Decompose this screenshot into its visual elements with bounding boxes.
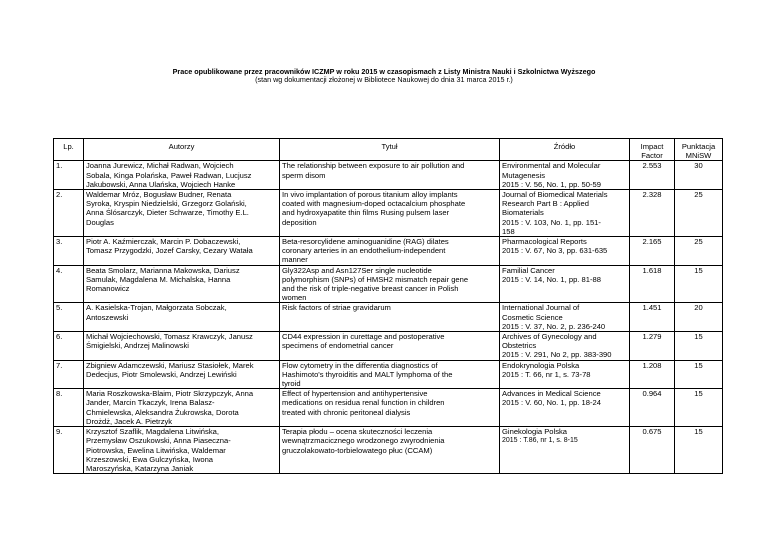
cell-title-line: Gly322Asp and Asn127Ser single nucleotide <box>282 265 432 275</box>
cell-authors-line: Zbigniew Adamczewski, Mariusz Stasiołek, Marek <box>86 360 254 370</box>
cell-source-line: Archives of Gynecology and <box>502 332 597 342</box>
cell-lp: 4. <box>54 265 84 303</box>
table-row <box>54 303 723 332</box>
cell-source <box>500 265 630 303</box>
cell-source-line: 158 <box>502 226 515 236</box>
cell-source-line: Biomaterials <box>502 208 544 218</box>
cell-title <box>280 161 500 190</box>
cell-title-line: deposition <box>282 217 317 227</box>
cell-points: 15 <box>675 332 723 361</box>
cell-authors-line: Maroszyńska, Katarzyna Janiak <box>86 463 194 473</box>
page-title: Prace opublikowane przez pracowników ICZMP w roku 2015 w czasopismach z Listy Ministra Nauki i Szkolnictwa Wyższego <box>172 67 596 76</box>
cell-lp: 9. <box>54 427 84 474</box>
cell-lp: 7. <box>54 360 84 389</box>
cell-source-line: Journal of Biomedical Materials <box>502 190 608 200</box>
cell-title-line: Flow cytometry in the differentia diagnostics of <box>282 360 438 370</box>
cell-lp: 3. <box>54 237 84 266</box>
cell-title-line: medications on residua renal function in children <box>282 398 445 408</box>
cell-title-line: and hydroxyapatite thin films Rusing pulsem laser <box>282 208 450 218</box>
cell-impact-factor: 2.553 <box>630 161 675 190</box>
cell-authors <box>84 360 280 389</box>
cell-source <box>500 427 630 474</box>
cell-points: 15 <box>675 427 723 474</box>
cell-points: 15 <box>675 389 723 427</box>
cell-authors <box>84 389 280 427</box>
page-subtitle: (stan wg dokumentacji złożonej w Bibliotece Naukowej do dnia 31 marca 2015 r.) <box>255 75 513 84</box>
table-row <box>54 360 723 389</box>
cell-source <box>500 389 630 427</box>
cell-impact-factor: 1.618 <box>630 265 675 303</box>
cell-impact-factor: 1.279 <box>630 332 675 361</box>
cell-source-line: 2015 : T. 66, nr 1, s. 73-78 <box>502 369 591 379</box>
cell-authors-line: Antoszewski <box>86 312 129 322</box>
cell-lp: 1. <box>54 161 84 190</box>
cell-authors-line: Piotrowska, Ewelina Litwińska, Waldemar <box>86 445 226 455</box>
cell-impact-factor: 0.964 <box>630 389 675 427</box>
cell-points: 25 <box>675 237 723 266</box>
cell-title-line: The relationship between exposure to air pollution and <box>282 161 465 171</box>
column-header-authors: Autorzy <box>84 139 280 161</box>
cell-title-line: and the risk of triple-negative breast cancer in Polish <box>282 284 459 294</box>
cell-source-line: Advances in Medical Science <box>502 389 601 399</box>
cell-title-line: treated with chronic peritoneal dialysis <box>282 407 411 417</box>
cell-title-line: women <box>282 293 307 303</box>
cell-authors-line: Piotr A. Kaźmierczak, Marcin P. Dobaczewski, <box>86 237 241 247</box>
cell-authors-line: Drożdż, Jacek A. Pietrzyk <box>86 416 173 426</box>
cell-authors-line: Chmielewska, Aleksandra Żukrowska, Dorota <box>86 407 239 417</box>
table-row <box>54 265 723 303</box>
cell-impact-factor: 1.451 <box>630 303 675 332</box>
cell-source-line: Research Part B : Applied <box>502 199 589 209</box>
cell-points: 15 <box>675 265 723 303</box>
cell-authors-line: Przemysław Oszukowski, Anna Piaseczna- <box>86 436 231 446</box>
cell-source-line: 2015 : V. 60, No. 1, pp. 18-24 <box>502 398 601 408</box>
cell-source <box>500 332 630 361</box>
cell-title-line: Hashimoto's thyroiditis and MALT lymphoma of the <box>282 369 453 379</box>
cell-source-line: International Journal of <box>502 303 580 313</box>
cell-authors-line: Syroka, Kryspin Niedzielski, Grzegorz Golański, <box>86 199 247 209</box>
cell-title-line: sperm disom <box>282 170 326 180</box>
cell-authors-line: Michał Wojciechowski, Tomasz Krawczyk, Janusz <box>86 332 253 342</box>
cell-authors-line: Waldemar Mróz, Bogusław Budner, Renata <box>86 190 232 200</box>
cell-authors <box>84 332 280 361</box>
column-header-title: Tytuł <box>280 139 500 161</box>
cell-title <box>280 332 500 361</box>
cell-authors-line: Krzysztof Szaflik, Magdalena Litwińska, <box>86 427 219 437</box>
cell-title <box>280 303 500 332</box>
column-header-lp: Lp. <box>54 139 84 161</box>
cell-title-line: gruczolakowato-torbielowatego płuc (CCAM) <box>282 445 433 455</box>
cell-authors-line: Jander, Marcin Tkaczyk, Irena Balasz- <box>86 398 215 408</box>
cell-points: 30 <box>675 161 723 190</box>
cell-authors-line: Beata Smolarz, Marianna Makowska, Dariusz <box>86 265 240 275</box>
table-row <box>54 237 723 266</box>
cell-source-line: Cosmetic Science <box>502 312 563 322</box>
cell-authors-line: Tomasz Przygodzki, Jozef Carsky, Cezary Watała <box>86 246 253 256</box>
cell-authors <box>84 161 280 190</box>
cell-impact-factor: 0.675 <box>630 427 675 474</box>
cell-authors-line: Maria Roszkowska-Blaim, Piotr Skrzypczyk, Anna <box>86 389 254 399</box>
cell-title-line: Risk factors of striae gravidarum <box>282 303 391 313</box>
column-header-source: Źródło <box>500 139 630 161</box>
cell-source <box>500 237 630 266</box>
cell-source-line: 2015 : V. 67, No 3, pp. 631-635 <box>502 246 608 256</box>
cell-source-line: Endokrynologia Polska <box>502 360 580 370</box>
cell-authors-line: Sobala, Kinga Polańska, Paweł Radwan, Lucjusz <box>86 170 252 180</box>
column-header-impact-factor: Impact Factor <box>630 139 675 161</box>
table-row <box>54 161 723 190</box>
cell-source-line: 2015 : V. 56, No. 1, pp. 50-59 <box>502 179 601 189</box>
publications-table <box>53 138 723 474</box>
cell-authors <box>84 237 280 266</box>
cell-source-line: Environmental and Molecular <box>502 161 601 171</box>
cell-points: 15 <box>675 360 723 389</box>
cell-title-line: tyroid <box>282 379 301 389</box>
cell-title <box>280 389 500 427</box>
cell-lp: 8. <box>54 389 84 427</box>
cell-title-line: polymorphism (SNPs) of HMSH2 mismatch repair gene <box>282 274 469 284</box>
cell-lp: 5. <box>54 303 84 332</box>
table-row <box>54 190 723 237</box>
cell-title-line: In vivo implantation of porous titanium alloy implants <box>282 190 458 200</box>
cell-source <box>500 190 630 237</box>
cell-authors <box>84 427 280 474</box>
cell-authors-line: Jakubowski, Anna Ulańska, Wojciech Hanke <box>86 179 236 189</box>
column-header-points: Punktacja MNiSW <box>675 139 723 161</box>
cell-authors-line: Anna Ślósarczyk, Dieter Schwarze, Timothy E.L. <box>86 208 249 218</box>
cell-authors-line: Samulak, Magdalena M. Michalska, Hanna <box>86 274 231 284</box>
cell-impact-factor: 1.208 <box>630 360 675 389</box>
cell-title-line: coronary arteries in an endothelium-independent <box>282 246 446 256</box>
cell-points: 25 <box>675 190 723 237</box>
cell-impact-factor: 2.165 <box>630 237 675 266</box>
cell-source-line: Familial Cancer <box>502 265 555 275</box>
cell-impact-factor: 2.328 <box>630 190 675 237</box>
cell-title-line: Terapia płodu – ocena skuteczności leczenia <box>282 427 433 437</box>
table-row <box>54 332 723 361</box>
cell-title <box>280 360 500 389</box>
cell-authors <box>84 303 280 332</box>
cell-source-line: 2015 : V. 37, No. 2, p. 236-240 <box>502 321 606 331</box>
cell-source <box>500 161 630 190</box>
cell-source-line: Ginekologia Polska <box>502 427 568 437</box>
table-row <box>54 389 723 427</box>
cell-authors <box>84 190 280 237</box>
cell-points: 20 <box>675 303 723 332</box>
cell-source-line: Mutagenesis <box>502 170 546 180</box>
cell-source <box>500 360 630 389</box>
table-row <box>54 427 723 474</box>
cell-source-line: 2015 : T.86, nr 1, s. 8-15 <box>502 437 578 445</box>
cell-source-line: Pharmacological Reports <box>502 237 587 247</box>
cell-title-line: Beta-resorcylidene aminoguanidine (RAG) dilates <box>282 237 449 247</box>
cell-authors-line: Śmigielski, Andrzej Malinowski <box>86 341 189 351</box>
cell-title-line: manner <box>282 255 308 265</box>
cell-authors-line: A. Kasielska-Trojan, Małgorzata Sobczak, <box>86 303 227 313</box>
cell-title <box>280 190 500 237</box>
cell-source-line: Obstetrics <box>502 341 537 351</box>
cell-title-line: CD44 expression in curettage and postoperative <box>282 332 445 342</box>
cell-source-line: 2015 : V. 103, No. 1, pp. 151- <box>502 217 601 227</box>
cell-title-line: specimens of endometrial cancer <box>282 341 394 351</box>
cell-authors-line: Douglas <box>86 217 114 227</box>
cell-authors <box>84 265 280 303</box>
table-body <box>54 161 723 474</box>
table-header-row <box>54 139 723 161</box>
cell-title <box>280 427 500 474</box>
cell-title <box>280 237 500 266</box>
cell-source-line: 2015 : V. 291, No 2, pp. 383-390 <box>502 350 612 360</box>
cell-title <box>280 265 500 303</box>
cell-lp: 2. <box>54 190 84 237</box>
cell-source <box>500 303 630 332</box>
cell-authors-line: Joanna Jurewicz, Michał Radwan, Wojciech <box>86 161 234 171</box>
cell-authors-line: Romanowicz <box>86 284 130 294</box>
cell-authors-line: Krzeszowski, Ewa Gulczyńska, Iwona <box>86 454 214 464</box>
cell-title-line: coated with magnesium-doped octacalcium phosphate <box>282 199 466 209</box>
cell-title-line: wewnątrzmacicznego wrodzonego zwyrodnienia <box>282 436 445 446</box>
cell-authors-line: Dedecjus, Piotr Smolewski, Andrzej Lewiński <box>86 369 237 379</box>
cell-lp: 6. <box>54 332 84 361</box>
cell-source-line: 2015 : V. 14, No. 1, pp. 81-88 <box>502 274 601 284</box>
cell-title-line: Effect of hypertension and antihypertensive <box>282 389 428 399</box>
